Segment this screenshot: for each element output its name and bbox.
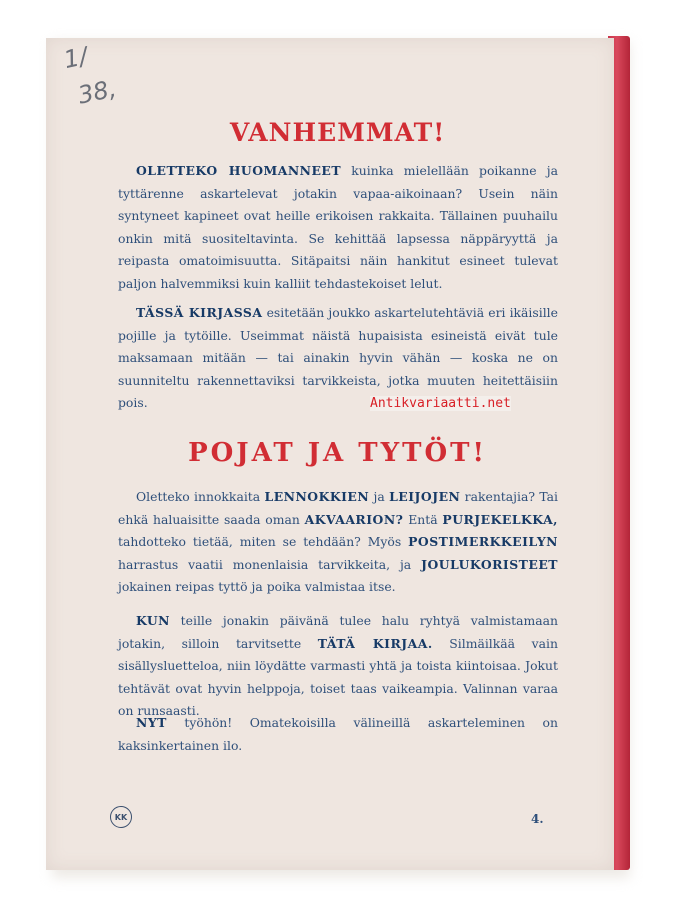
p3-text-1: Oletteko innokkaita — [136, 489, 265, 504]
p3-text-4: Entä — [403, 511, 443, 527]
p3-bold-postimerkkeilyn: POSTIMERKKEILYN — [408, 534, 558, 550]
paragraph-2-text: esitetään joukko askartelutehtäviä eri ikäisille pojille ja tytöille. Useimmat näistä hupaisista esineistä eivät tule maksamaan mitään — tai ainakin hyvin vähän — koska ne on suunniteltu rakennettaviksi tarvikkeista, jotka muuten heitettäisiin pois. — [118, 305, 558, 411]
p4-text-2: Silmäilkää vain sisällysluetteloa, niin löydätte varmasti yhtä ja toista kiintoisaa. Jokut tehtävät ovat hyvin helppoja, toiset taas vaikeampia. Valinnan varaa on runsaasti. — [118, 635, 558, 719]
p4-text-1: teille jonakin päivänä tulee halu ryhtyä valmistamaan jotakin, silloin tarvitsette — [118, 613, 558, 651]
paragraph-2-lead: TÄSSÄ KIRJASSA — [136, 305, 263, 320]
p4-bold-kun: KUN — [136, 613, 170, 628]
pencil-mark-top: 1/ — [61, 41, 91, 75]
p3-text-3: rakentajia? Tai ehkä haluaisitte saada oman — [118, 489, 558, 527]
p3-text-5: tahdotteko tietää, miten se tehdään? Myös — [118, 534, 409, 550]
p3-text-7: jokainen reipas tyttö ja poika valmistaa itse. — [118, 579, 396, 595]
publisher-logo-icon: KK — [110, 806, 132, 828]
p3-bold-joulukoristeet: JOULUKORISTEET — [421, 556, 558, 572]
paragraph-1-text: kuinka mielellään poikanne ja tyttärenne askartelevat jotakin vapaa-aikoinaan? Usein näin syntyneet kapineet ovat heille erikoisen rakkaita. Tällainen puuhailu onkin mitä suositeltavinta. Se kehittää lapsessa näppäryyttä ja reipasta omatoimisuutta. Sitäpaitsi näin hankitut esineet tulevat paljon halvemmiksi kuin kalliit tehdastekoiset lelut. — [118, 163, 558, 291]
p3-text-2: ja — [369, 489, 390, 504]
p4-bold-tata-kirjaa: TÄTÄ KIRJAA. — [317, 635, 433, 651]
pencil-mark-price: 38, — [75, 74, 119, 110]
p5-text-1: työhön! Omatekoisilla välineillä askarteleminen on kaksinkertainen ilo. — [118, 715, 558, 753]
paragraph-1-lead: OLETTEKO HUOMANNEET — [136, 163, 342, 178]
paragraph-5 — [118, 712, 558, 757]
p3-bold-akvaarion: AKVAARION? — [304, 511, 404, 527]
p3-text-6: harrastus vaatii monenlaisia tarvikkeita, ja — [118, 556, 422, 572]
p3-bold-purjekelkka: PURJEKELKKA, — [442, 511, 558, 527]
p3-bold-lennokkien: LENNOKKIEN — [264, 489, 370, 504]
page-number: 4. — [531, 812, 544, 826]
watermark: Antikvariaatti.net — [370, 396, 511, 411]
heading-pojat-ja-tytot: POJAT JA TYTÖT! — [188, 438, 487, 468]
paragraph-3 — [118, 486, 558, 599]
p3-bold-leijojen: LEIJOJEN — [389, 489, 461, 504]
paragraph-4 — [118, 610, 558, 723]
p5-bold-nyt: NYT — [136, 715, 167, 730]
heading-vanhemmat: VANHEMMAT! — [229, 118, 446, 147]
paragraph-1 — [118, 160, 558, 296]
